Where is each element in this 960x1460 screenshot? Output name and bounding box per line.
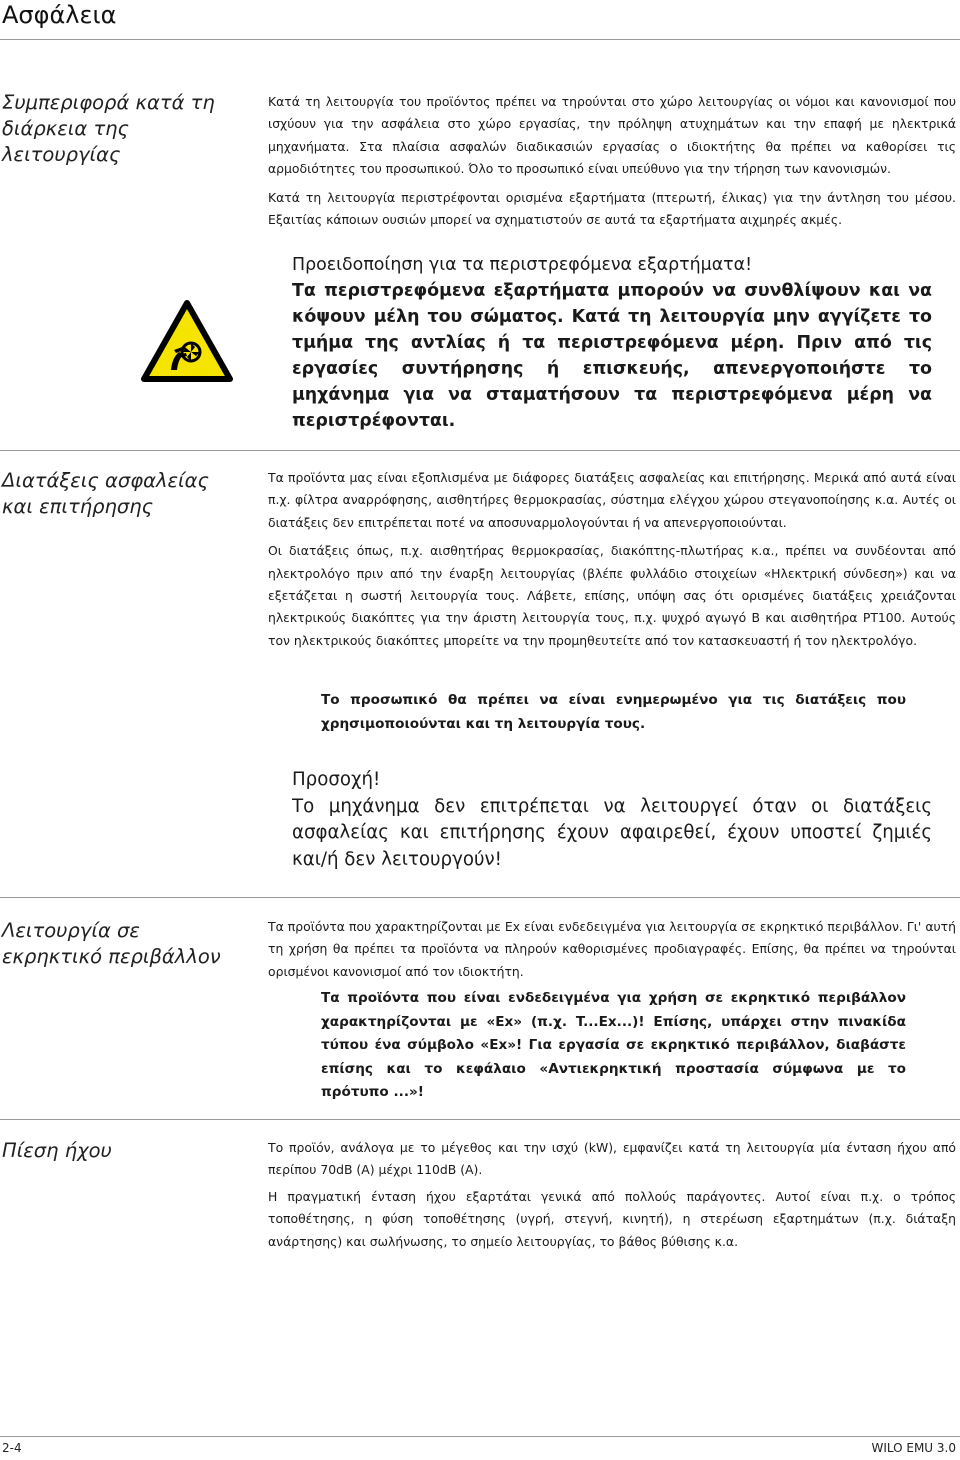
caution-title: Προσοχή! bbox=[292, 769, 381, 790]
section-divider bbox=[0, 450, 960, 451]
product-name: WILO EMU 3.0 bbox=[871, 1441, 956, 1455]
caution-devices bbox=[292, 767, 932, 873]
paragraph: Τα προϊόντα μας είναι εξοπλισμένα με διάφορες διατάξεις ασφαλείας και επιτήρησης. Μερικά από αυτά είναι π.χ. φίλτρα αναρρόφησης, αισθητήρες θερμοκρασίας, σύστημα ελέγχου χώρου στεγανοποίησης κ.α. Αυτές οι διατάξεις δεν επιτρέπεται ποτέ να αποσυναρμολογούνται ή να απενεργοποιούνται. bbox=[268, 470, 956, 530]
paragraph: Η πραγματική ένταση ήχου εξαρτάται γενικά από πολλούς παράγοντες. Αυτοί είναι π.χ. ο τρόπος τοποθέτησης, η φύση τοποθέτησης (υγρή, στεγνή, κινητή), η στερέωση εξαρτημάτων (π.χ. διάταξη ανάρτησης) και σωλήνωσης, το σημείο λειτουργίας, το βάθος βύθισης κ.α. bbox=[268, 1188, 956, 1249]
section-heading-explosive: Λειτουργία σε εκρηκτικό περιβάλλον bbox=[2, 919, 221, 968]
paragraph: Κατά τη λειτουργία περιστρέφονται ορισμένα εξαρτήματα (πτερωτή, έλικας) για την άντληση του μέσου. Εξαιτίας κάποιων ουσιών μπορεί να σχηματιστούν σε αυτά τα εξαρτήματα αιχμηρές ακμές. bbox=[268, 189, 956, 228]
page-title: Ασφάλεια bbox=[2, 1, 117, 29]
warning-text: Τα περιστρεφόμενα εξαρτήματα μπορούν να συνθλίψουν και να κόψουν μέλη του σώματος. Κατά τη λειτουργία μην αγγίζετε το τμήμα της αντλίας ή τα περιστρεφόμενα μέρη. Πριν από τις εργασίες συντήρησης ή επισκευής, απενεργοποιήστε το μηχάνημα για να σταματήσουν τα περιστρεφόμενα μέρη να περιστρέφονται. bbox=[292, 281, 932, 431]
paragraph: Οι διατάξεις όπως, π.χ. αισθητήρας θερμοκρασίας, διακόπτης-πλωτήρας κ.α., πρέπει να συνδέονται από ηλεκτρολόγο πριν από την έναρξη λειτουργίας (βλέπε φυλλάδιο στοιχείων «Ηλεκτρική σύνδεση») και να εξετάζεται η σωστή λειτουργία τους. Λάβετε, επίσης, υπόψη σας ότι ορισμένες διατάξεις χρειάζονται ηλεκτρικούς διακόπτες για την άριστη λειτουργία τους, π.χ. ψυχρό αγωγό Β και αισθητήρα PT100. Αυτούς τον ηλεκτρικούς διακόπτες μπορείτε να την προμηθευτείτε από τον κατασκευαστή ή τον ηλεκτρολόγο. bbox=[268, 543, 956, 648]
section-heading-operation: Συμπεριφορά κατά τη διάρκεια της λειτουργίας bbox=[2, 91, 215, 166]
section-body-devices bbox=[268, 467, 956, 652]
section-body-noise bbox=[268, 1137, 956, 1253]
warning-title: Προειδοποίηση για τα περιστρεφόμενα εξαρτήματα! bbox=[292, 255, 753, 275]
paragraph: Το προϊόν, ανάλογα με το μέγεθος και την ισχύ (kW), εμφανίζει κατά τη λειτουργία μία ένταση ήχου από περίπου 70dB (A) μέχρι 110dB (A). bbox=[268, 1140, 956, 1178]
warning-rotating-parts bbox=[292, 252, 932, 434]
title-rule bbox=[0, 39, 960, 40]
caution-text: Το μηχάνημα δεν επιτρέπεται να λειτουργεί όταν οι διατάξεις ασφαλείας και επιτήρησης έχουν αφαιρεθεί, έχουν υποστεί ζημιές και/ή δεν λειτουργούν! bbox=[292, 795, 932, 870]
paragraph: Κατά τη λειτουργία του προϊόντος πρέπει να τηρούνται στο χώρο λειτουργίας οι νόμοι και κανονισμοί που ισχύουν για την ασφάλεια στο χώρο εργασίας, την πρόληψη ατυχημάτων και την επαφή με ηλεκτρικά μηχανήματα. Στα πλαίσια ασφαλών διαδικασιών εργασίας ο ιδιοκτήτης θα πρέπει να καθορίσει τις αρμοδιότητες του προσωπικού. Όλο το προσωπικό είναι υπεύθυνο για την τήρηση των κανονισμών. bbox=[268, 94, 956, 177]
rotating-parts-warning-icon bbox=[141, 300, 233, 382]
section-divider bbox=[0, 1119, 960, 1120]
note-text: Τα προϊόντα που είναι ενδεδειγμένα για χρήση σε εκρηκτικό περιβάλλον χαρακτηρίζονται με «Ex» (π.χ. T...Ex...)! Επίσης, υπάρχει στην πινακίδα τύπου ένα σύμβολο «Ex»! Για εργασία σε εκρηκτικό περιβάλλον, διαβάστε επίσης και το κεφάλαιο «Αντιεκρηκτική προστασία σύμφωνα με το πρότυπο ...»! bbox=[321, 990, 906, 1100]
footer-rule bbox=[0, 1436, 960, 1437]
section-heading-devices: Διατάξεις ασφαλείας και επιτήρησης bbox=[2, 469, 209, 518]
note-devices bbox=[321, 689, 906, 736]
note-explosive bbox=[321, 987, 906, 1105]
section-divider bbox=[0, 897, 960, 898]
page-number: 2-4 bbox=[2, 1441, 22, 1455]
section-body-operation bbox=[268, 91, 956, 231]
paragraph: Τα προϊόντα που χαρακτηρίζονται με Ex είναι ενδεδειγμένα για λειτουργία σε εκρηκτικό περιβάλλον. Γι' αυτή τη χρήση θα πρέπει τα προϊόντα να πληρούν καθορισμένες προδιαγραφές. Επίσης, θα πρέπει να τηρούνται ορισμένοι κανονισμοί από τον ιδιοκτήτη. bbox=[268, 919, 956, 979]
note-text: Το προσωπικό θα πρέπει να είναι ενημερωμένο για τις διατάξεις που χρησιμοποιούνται και τη λειτουργία τους. bbox=[321, 692, 906, 732]
section-body-explosive bbox=[268, 916, 956, 983]
section-heading-noise: Πίεση ήχου bbox=[2, 1139, 112, 1162]
